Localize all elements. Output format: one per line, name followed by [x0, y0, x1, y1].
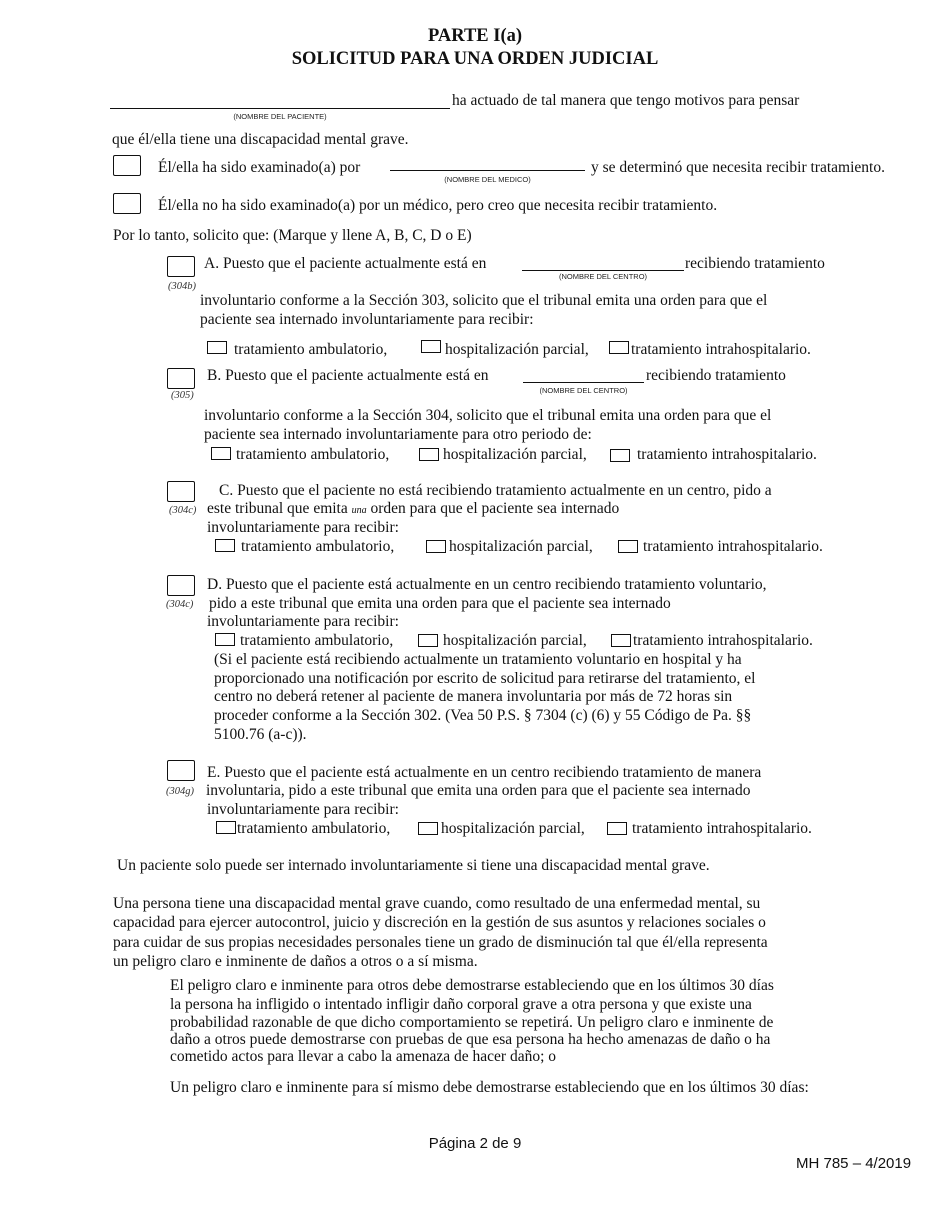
- page-title: PARTE I(a): [427, 26, 523, 46]
- doctor-name-caption: (NOMBRE DEL MEDICO): [444, 175, 531, 184]
- option-d-note5: 5100.76 (a-c)).: [214, 726, 307, 743]
- option-c-inpatient-label: tratamiento intrahospitalario.: [643, 538, 823, 555]
- option-b-post: recibiendo tratamiento: [646, 367, 786, 384]
- option-b-ambulatory-checkbox[interactable]: [211, 447, 231, 460]
- not-examined-text: Él/ella no ha sido examinado(a) por un médico, pero creo que necesita recibir tratamiento.: [158, 197, 718, 214]
- option-b-partial-label: hospitalización parcial,: [443, 446, 587, 463]
- explanation-p3-l3: probabilidad razonable de que dicho comportamiento se repetirá. Un peligro claro e inminente de: [170, 1014, 774, 1031]
- option-b-partial-checkbox[interactable]: [419, 448, 439, 461]
- option-e-code: (304g): [166, 786, 194, 797]
- explanation-p3-l4: daño a otros puede demostrarse con pruebas de que esa persona ha hecho amenazas de daño o ha: [170, 1031, 771, 1048]
- option-c-partial-label: hospitalización parcial,: [449, 538, 593, 555]
- option-d-note2: proporcionado una notificación por escrito de solicitud para retirarse del tratamiento, el: [214, 670, 756, 687]
- form-id: MH 785 – 4/2019: [796, 1155, 912, 1172]
- examined-checkbox[interactable]: [113, 155, 141, 176]
- explanation-p3-l5: cometido actos para llevar a cabo la amenaza de hacer daño; o: [170, 1048, 557, 1065]
- option-c-inpatient-checkbox[interactable]: [618, 540, 638, 553]
- option-b-inpatient-label: tratamiento intrahospitalario.: [637, 446, 817, 463]
- explanation-p2-l3: para cuidar de sus propias necesidades personales tiene un grado de disminución tal que él/ella representa: [113, 934, 768, 951]
- option-e-inpatient-label: tratamiento intrahospitalario.: [632, 820, 812, 837]
- explanation-p3-l2: la persona ha infligido o intentado infligir daño corporal grave a otra persona y que existe una: [170, 996, 752, 1013]
- option-e-line1: E. Puesto que el paciente está actualmente en un centro recibiendo tratamiento de manera: [207, 764, 762, 781]
- option-a-ambulatory-label: tratamiento ambulatorio,: [234, 341, 388, 358]
- option-a-inpatient-label: tratamiento intrahospitalario.: [631, 341, 811, 358]
- option-d-ambulatory-checkbox[interactable]: [215, 633, 235, 646]
- examined-text-post: y se determinó que necesita recibir tratamiento.: [591, 159, 885, 176]
- option-c-line1: C. Puesto que el paciente no está recibiendo tratamiento actualmente en un centro, pido a: [219, 482, 772, 499]
- option-c-checkbox[interactable]: [167, 481, 195, 502]
- option-d-note3: centro no deberá retener al paciente de manera involuntaria por más de 72 horas sin: [214, 688, 733, 705]
- option-b-inpatient-checkbox[interactable]: [610, 449, 630, 462]
- explanation-p2-l2: capacidad para ejercer autocontrol, juicio y discreción en la gestión de sus asuntos y relaciones sociales o: [113, 914, 766, 931]
- examined-text-pre: Él/ella ha sido examinado(a) por: [158, 159, 361, 176]
- option-d-ambulatory-label: tratamiento ambulatorio,: [240, 632, 394, 649]
- option-d-line2: pido a este tribunal que emita una orden para que el paciente sea internado: [209, 595, 671, 612]
- option-d-note1: (Si el paciente está recibiendo actualmente un tratamiento voluntario en hospital y ha: [214, 651, 742, 668]
- explanation-p2-l4: un peligro claro e inminente de daños a otros o a sí misma.: [113, 953, 478, 970]
- option-a-line2: involuntario conforme a la Sección 303, solicito que el tribunal emita una orden para que el: [200, 292, 768, 309]
- option-a-caption: (NOMBRE DEL CENTRO): [558, 272, 648, 281]
- option-a-pre: A. Puesto que el paciente actualmente está en: [204, 255, 487, 272]
- option-a-post: recibiendo tratamiento: [685, 255, 825, 272]
- option-b-ambulatory-label: tratamiento ambulatorio,: [236, 446, 390, 463]
- option-e-line3: involuntariamente para recibir:: [207, 801, 399, 818]
- explanation-p1: Un paciente solo puede ser internado involuntariamente si tiene una discapacidad mental grave.: [117, 857, 710, 874]
- option-c-line2-post: orden para que el paciente sea internado: [370, 500, 620, 517]
- request-intro: Por lo tanto, solicito que: (Marque y llene A, B, C, D o E): [113, 227, 472, 244]
- option-b-center-line[interactable]: [523, 382, 644, 383]
- option-c-ambulatory-label: tratamiento ambulatorio,: [241, 538, 395, 555]
- intro-line1: ha actuado de tal manera que tengo motivos para pensar: [452, 92, 800, 109]
- option-e-line2: involuntaria, pido a este tribunal que emita una orden para que el paciente sea internado: [206, 782, 751, 799]
- option-c-line2-pre: este tribunal que emita: [207, 500, 348, 517]
- option-a-partial-label: hospitalización parcial,: [445, 341, 589, 358]
- option-e-inpatient-checkbox[interactable]: [607, 822, 627, 835]
- option-d-inpatient-checkbox[interactable]: [611, 634, 631, 647]
- explanation-p3-l1: El peligro claro e inminente para otros debe demostrarse estableciendo que en los últimos 30 días: [170, 977, 774, 994]
- option-c-line2: [207, 500, 619, 518]
- option-b-line3: paciente sea internado involuntariamente para otro periodo de:: [204, 426, 592, 443]
- option-c-ambulatory-checkbox[interactable]: [215, 539, 235, 552]
- option-b-caption: (NOMBRE DEL CENTRO): [539, 386, 628, 395]
- option-a-code: (304b): [168, 281, 196, 292]
- option-d-note4: proceder conforme a la Sección 302. (Vea 50 P.S. § 7304 (c) (6) y 55 Código de Pa. §§: [214, 707, 752, 724]
- explanation-p4: Un peligro claro e inminente para sí mismo debe demostrarse estableciendo que en los últimos 30 días:: [170, 1079, 809, 1096]
- option-d-partial-label: hospitalización parcial,: [443, 632, 587, 649]
- option-e-ambulatory-label: tratamiento ambulatorio,: [237, 820, 391, 837]
- option-d-checkbox[interactable]: [167, 575, 195, 596]
- doctor-name-line[interactable]: [390, 170, 585, 171]
- option-a-ambulatory-checkbox[interactable]: [207, 341, 227, 354]
- option-d-line3: involuntariamente para recibir:: [207, 613, 399, 630]
- option-b-line2: involuntario conforme a la Sección 304, solicito que el tribunal emita una orden para que el: [204, 407, 772, 424]
- option-c-partial-checkbox[interactable]: [426, 540, 446, 553]
- option-a-center-line[interactable]: [522, 270, 684, 271]
- option-e-ambulatory-checkbox[interactable]: [216, 821, 236, 834]
- intro-line2: que él/ella tiene una discapacidad mental grave.: [112, 131, 409, 148]
- option-a-checkbox[interactable]: [167, 256, 195, 277]
- page-subtitle: SOLICITUD PARA UNA ORDEN JUDICIAL: [291, 49, 659, 69]
- page-number: Página 2 de 9: [428, 1135, 522, 1152]
- explanation-p2-l1: Una persona tiene una discapacidad mental grave cuando, como resultado de una enfermedad mental, su: [113, 895, 761, 912]
- option-e-partial-label: hospitalización parcial,: [441, 820, 585, 837]
- option-b-code: (305): [171, 390, 194, 401]
- option-e-checkbox[interactable]: [167, 760, 195, 781]
- option-a-partial-checkbox[interactable]: [421, 340, 441, 353]
- not-examined-checkbox[interactable]: [113, 193, 141, 214]
- option-a-line3: paciente sea internado involuntariamente para recibir:: [200, 311, 534, 328]
- option-d-partial-checkbox[interactable]: [418, 634, 438, 647]
- option-b-pre: B. Puesto que el paciente actualmente está en: [207, 367, 489, 384]
- patient-name-caption: (NOMBRE DEL PACIENTE): [233, 112, 327, 121]
- option-c-line2-small: una: [351, 505, 367, 516]
- option-d-code: (304c): [166, 599, 194, 610]
- option-d-inpatient-label: tratamiento intrahospitalario.: [633, 632, 813, 649]
- option-c-code: (304c): [169, 505, 197, 516]
- option-e-partial-checkbox[interactable]: [418, 822, 438, 835]
- option-a-inpatient-checkbox[interactable]: [609, 341, 629, 354]
- option-d-line1: D. Puesto que el paciente está actualmente en un centro recibiendo tratamiento voluntario,: [207, 576, 767, 593]
- patient-name-line[interactable]: [110, 108, 450, 109]
- option-c-line3: involuntariamente para recibir:: [207, 519, 399, 536]
- option-b-checkbox[interactable]: [167, 368, 195, 389]
